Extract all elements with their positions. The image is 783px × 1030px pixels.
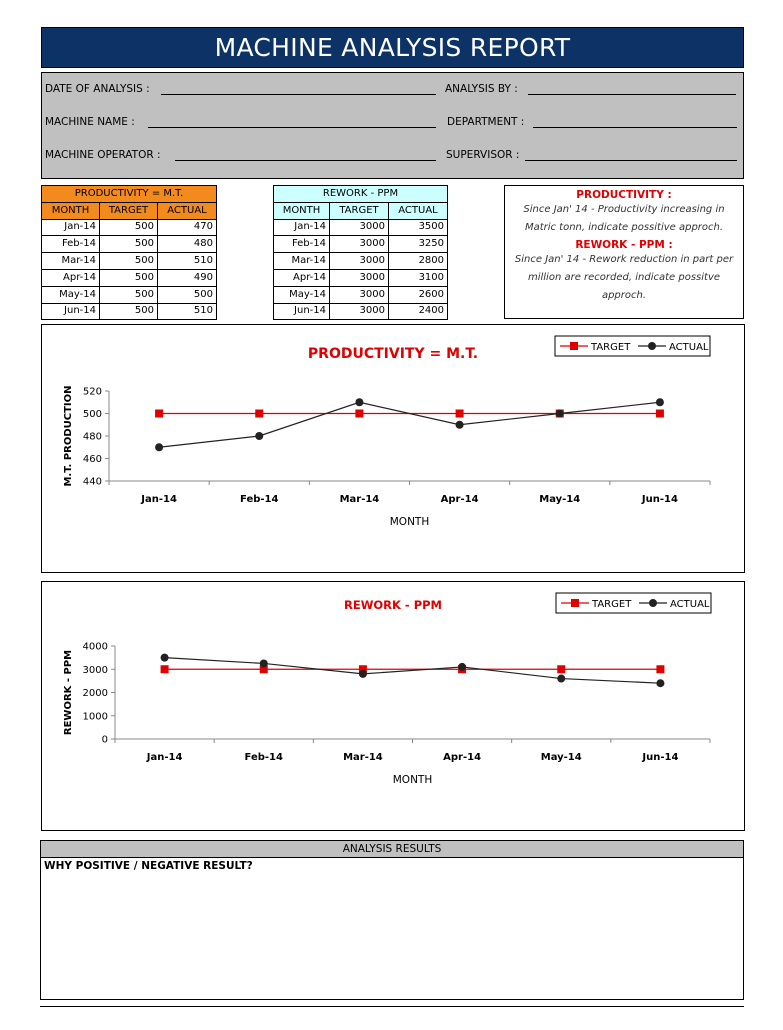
legend-marker <box>571 599 579 607</box>
month-cell: Feb-14 <box>42 236 100 253</box>
data-point-target <box>155 410 163 418</box>
month-cell: Jan-14 <box>42 219 100 236</box>
date-of-analysis-field[interactable] <box>161 94 436 95</box>
data-point-target <box>656 410 664 418</box>
actual-cell: 470 <box>158 219 217 236</box>
analysis-results-question: WHY POSITIVE / NEGATIVE RESULT? <box>44 860 253 872</box>
table-row <box>274 219 448 236</box>
table-row <box>274 303 448 320</box>
x-tick-label: Jan-14 <box>141 494 177 505</box>
month-cell: Apr-14 <box>42 269 100 286</box>
data-point-actual <box>556 410 564 418</box>
rework-table-header <box>274 202 448 219</box>
productivity-table-title: PRODUCTIVITY = M.T. <box>42 186 217 203</box>
actual-cell: 3100 <box>389 269 448 286</box>
x-tick-label: May-14 <box>540 752 582 763</box>
supervisor-field[interactable] <box>525 160 737 161</box>
data-point-target <box>161 665 169 673</box>
actual-cell: 510 <box>158 253 217 270</box>
legend-marker <box>570 342 578 350</box>
data-point-actual <box>656 679 664 687</box>
actual-cell: 500 <box>158 286 217 303</box>
target-cell: 3000 <box>330 253 389 270</box>
rework-note-text: Since Jan' 14 - Rework reduction in part per million are recorded, indicate possitve approch. <box>514 254 734 301</box>
report-info-panel <box>41 72 744 179</box>
data-point-target <box>255 410 263 418</box>
table-row <box>274 269 448 286</box>
y-tick-label: 4000 <box>82 641 108 653</box>
y-tick-label: 500 <box>82 409 102 420</box>
y-tick-label: 460 <box>82 454 102 465</box>
month-cell: Jun-14 <box>274 303 330 320</box>
data-point-actual <box>557 675 565 683</box>
y-tick-label: 2000 <box>82 688 108 699</box>
data-point-actual <box>656 398 664 406</box>
x-tick-label: Feb-14 <box>240 494 279 505</box>
data-point-actual <box>458 663 466 671</box>
rework-chart <box>41 581 745 831</box>
productivity-note-text: Since Jan' 14 - Productivity increasing in Matric tonn, indicate possitive approch. <box>523 204 725 233</box>
productivity-table <box>41 185 217 320</box>
analysis-results-area[interactable] <box>40 857 744 1000</box>
data-point-actual <box>161 654 169 662</box>
y-tick-label: 3000 <box>82 664 108 676</box>
machine-name-field[interactable] <box>148 127 436 128</box>
actual-cell: 3250 <box>389 236 448 253</box>
x-tick-label: Jun-14 <box>641 494 678 505</box>
x-tick-label: Apr-14 <box>440 494 479 505</box>
table-row <box>42 253 217 270</box>
y-axis-label: M.T. PRODUCTION <box>63 385 74 487</box>
actual-cell: 510 <box>158 303 217 320</box>
x-tick-label: Jan-14 <box>146 752 183 763</box>
target-cell: 3000 <box>330 269 389 286</box>
actual-cell: 2600 <box>389 286 448 303</box>
data-point-actual <box>260 659 268 667</box>
table-row <box>274 253 448 270</box>
data-point-target <box>456 410 464 418</box>
page-title: MACHINE ANALYSIS REPORT <box>41 27 744 68</box>
y-tick-label: 520 <box>82 386 102 398</box>
table-row <box>42 303 217 320</box>
target-cell: 3000 <box>330 303 389 320</box>
x-tick-label: Feb-14 <box>244 752 283 763</box>
legend-marker <box>649 599 657 607</box>
x-tick-label: Mar-14 <box>343 752 383 763</box>
month-cell: Feb-14 <box>274 236 330 253</box>
column-header: MONTH <box>274 202 330 219</box>
target-cell: 500 <box>100 303 158 320</box>
analysis-by-label: ANALYSIS BY : <box>445 83 518 95</box>
rework-table <box>273 185 448 320</box>
target-cell: 3000 <box>330 219 389 236</box>
date-of-analysis-label: DATE OF ANALYSIS : <box>45 83 150 95</box>
y-tick-label: 480 <box>82 431 102 443</box>
productivity-chart-svg <box>42 325 744 572</box>
data-point-target <box>557 665 565 673</box>
column-header: TARGET <box>330 202 389 219</box>
month-cell: Mar-14 <box>42 253 100 270</box>
analysis-results-header: ANALYSIS RESULTS <box>40 840 744 858</box>
table-row <box>42 236 217 253</box>
target-cell: 500 <box>100 236 158 253</box>
chart-legend <box>556 593 711 613</box>
productivity-note-title: PRODUCTIVITY : <box>576 189 672 201</box>
bottom-divider <box>40 1006 744 1007</box>
legend-label: ACTUAL <box>669 342 709 353</box>
x-axis-label: MONTH <box>392 774 433 786</box>
actual-cell: 3500 <box>389 219 448 236</box>
month-cell: Apr-14 <box>274 269 330 286</box>
x-axis-label: MONTH <box>389 516 430 528</box>
y-tick-label: 440 <box>82 476 102 488</box>
month-cell: May-14 <box>42 286 100 303</box>
x-tick-label: Jun-14 <box>642 752 679 763</box>
chart-legend <box>555 336 710 356</box>
series-line-actual <box>165 658 661 684</box>
month-cell: Mar-14 <box>274 253 330 270</box>
y-tick-label: 0 <box>101 734 108 746</box>
data-point-actual <box>456 421 464 429</box>
rework-chart-svg <box>42 582 744 830</box>
actual-cell: 480 <box>158 236 217 253</box>
column-header: ACTUAL <box>158 202 217 219</box>
actual-cell: 2800 <box>389 253 448 270</box>
table-row <box>42 286 217 303</box>
table-row <box>274 286 448 303</box>
legend-marker <box>648 342 656 350</box>
month-cell: May-14 <box>274 286 330 303</box>
table-row <box>42 219 217 236</box>
analysis-by-field[interactable] <box>528 94 736 95</box>
data-point-actual <box>359 670 367 678</box>
machine-operator-field[interactable] <box>175 160 436 161</box>
legend-label: ACTUAL <box>670 599 710 610</box>
chart-title: PRODUCTIVITY = M.T. <box>307 346 479 362</box>
table-row <box>42 269 217 286</box>
data-point-target <box>355 410 363 418</box>
data-point-actual <box>355 398 363 406</box>
column-header: TARGET <box>100 202 158 219</box>
target-cell: 500 <box>100 253 158 270</box>
chart-title: REWORK - PPM <box>343 598 443 612</box>
data-point-target <box>656 665 664 673</box>
month-cell: Jun-14 <box>42 303 100 320</box>
productivity-chart <box>41 324 745 573</box>
target-cell: 3000 <box>330 286 389 303</box>
supervisor-label: SUPERVISOR : <box>446 149 520 161</box>
productivity-table-header <box>42 202 217 219</box>
actual-cell: 490 <box>158 269 217 286</box>
column-header: ACTUAL <box>389 202 448 219</box>
legend-label: TARGET <box>591 342 631 353</box>
legend-label: TARGET <box>592 599 632 610</box>
machine-name-label: MACHINE NAME : <box>45 116 135 128</box>
data-point-actual <box>155 443 163 451</box>
actual-cell: 2400 <box>389 303 448 320</box>
x-tick-label: May-14 <box>539 494 581 505</box>
y-axis-label: REWORK - PPM <box>63 649 74 736</box>
target-cell: 3000 <box>330 236 389 253</box>
series-line-actual <box>159 402 660 447</box>
target-cell: 500 <box>100 286 158 303</box>
x-tick-label: Apr-14 <box>443 752 482 763</box>
month-cell: Jan-14 <box>274 219 330 236</box>
column-header: MONTH <box>42 202 100 219</box>
target-cell: 500 <box>100 269 158 286</box>
y-tick-label: 1000 <box>82 711 108 723</box>
machine-operator-label: MACHINE OPERATOR : <box>45 149 161 161</box>
department-field[interactable] <box>533 127 737 128</box>
data-point-actual <box>255 432 263 440</box>
x-tick-label: Mar-14 <box>339 494 380 505</box>
table-row <box>274 236 448 253</box>
rework-table-title: REWORK - PPM <box>274 186 448 203</box>
rework-note-title: REWORK - PPM : <box>575 239 673 251</box>
notes-box <box>504 185 744 319</box>
target-cell: 500 <box>100 219 158 236</box>
department-label: DEPARTMENT : <box>447 116 525 128</box>
